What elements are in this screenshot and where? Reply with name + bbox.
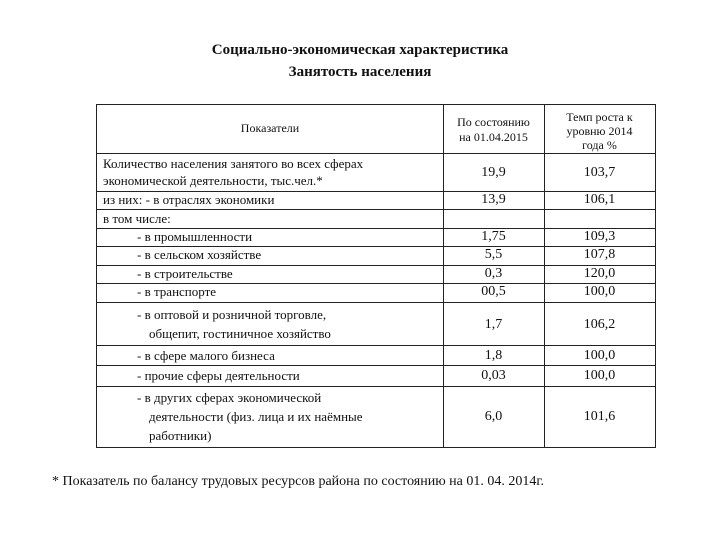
row-label: работники) [149,428,212,443]
row-value: 5,5 [484,247,503,262]
row-value: 00,5 [481,284,506,299]
row-growth: 106,2 [583,317,616,332]
row-divider [97,302,655,303]
row-divider [97,365,655,366]
row-growth: 101,6 [583,409,616,424]
row-label: - в сельском хозяйстве [137,247,262,262]
row-divider [97,345,655,346]
row-value: 0,3 [484,266,503,281]
row-label: - в других сферах экономической [137,390,322,405]
row-growth: 109,3 [583,229,616,244]
page-title: Социально-экономическая характеристика [211,42,509,58]
row-growth: 100,0 [583,348,616,363]
header-growth-line3: года % [582,138,617,152]
row-value: 6,0 [484,409,503,424]
row-growth: 107,8 [583,247,616,262]
row-growth: 106,1 [583,192,616,207]
row-value: 1,8 [484,348,503,363]
page-subtitle: Занятость населения [288,64,432,80]
row-value: 1,75 [481,229,506,244]
row-value: 13,9 [481,192,506,207]
row-label: - прочие сферы деятельности [137,368,300,383]
row-growth: 100,0 [583,284,616,299]
row-label: из них: - в отраслях экономики [103,192,275,207]
employment-table [96,104,656,448]
row-label: деятельности (физ. лица и их наёмные [149,409,363,424]
row-growth: 100,0 [583,368,616,383]
header-status-line2: на 01.04.2015 [459,130,528,144]
row-growth: 120,0 [583,266,616,281]
row-label: в том числе: [103,211,171,226]
row-value: 19,9 [481,165,506,180]
footnote: * Показатель по балансу трудовых ресурсов района по состоянию на 01. 04. 2014г. [52,474,545,489]
row-label: экономической деятельности, тыс.чел.* [103,173,323,188]
row-label: - в сфере малого бизнеса [137,348,275,363]
row-divider [97,386,655,387]
header-status-line1: По состоянию [457,115,530,129]
row-divider [97,153,655,154]
row-label: - в оптовой и розничной торговле, [137,307,327,322]
row-label: Количество населения занятого во всех сферах [103,156,364,171]
row-value: 0,03 [481,368,506,383]
row-value: 1,7 [484,317,503,332]
row-label: общепит, гостиничное хозяйство [149,326,331,341]
header-growth-line1: Темп роста к [566,110,633,124]
header-indicators: Показатели [240,121,300,135]
row-label: - в строительстве [137,266,233,281]
row-divider [97,209,655,210]
row-label: - в промышленности [137,229,253,244]
header-growth-line2: уровню 2014 [566,124,633,138]
row-label: - в транспорте [137,284,217,299]
row-growth: 103,7 [583,165,616,180]
